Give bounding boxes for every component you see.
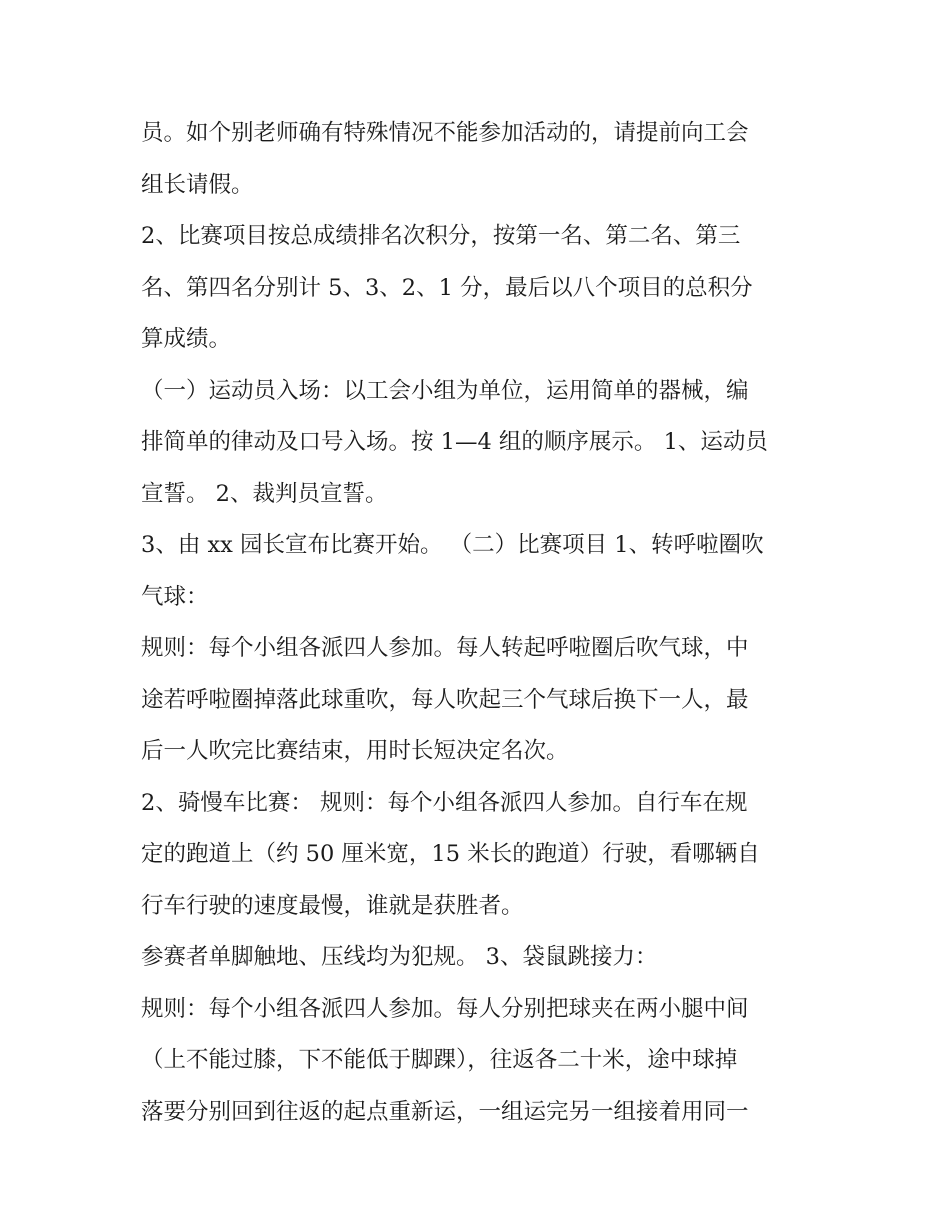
text-line: 后一人吹完比赛结束，用时长短决定名次。: [141, 738, 569, 764]
text-line: 规则：每个小组各派四人参加。每人分别把球夹在两小腿中间: [141, 995, 749, 1022]
text-line: 途若呼啦圈掉落此球重吹，每人吹起三个气球后换下一人，最: [141, 686, 749, 713]
text-line: 气球：: [141, 583, 209, 610]
text-line: 2、骑慢车比赛： 规则：每个小组各派四人参加。自行车在规: [141, 789, 748, 816]
text-line: 宣誓。 2、裁判员宣誓。: [141, 480, 388, 507]
text-line: （一）运动员入场：以工会小组为单位，运用简单的器械，编: [141, 377, 749, 404]
text-line: 组长请假。: [141, 171, 254, 198]
text-line: （上不能过膝，下不能低于脚踝），往返各二十米，途中球掉: [141, 1047, 738, 1073]
text-line: 行车行驶的速度最慢，谁就是获胜者。: [141, 892, 524, 919]
text-line: 落要分别回到往返的起点重新运，一组运完另一组接着用同一: [141, 1098, 749, 1125]
text-line: 名、第四名分别计 5、3、2、1 分，最后以八个项目的总积分: [141, 274, 753, 301]
text-line: 3、由 xx 园长宣布比赛开始。 （二）比赛项目 1、转呼啦圈吹: [141, 532, 764, 558]
text-line: 算成绩。: [141, 326, 232, 352]
body-text: [141, 108, 821, 1138]
text-line: 排简单的律动及口号入场。按 1—4 组的顺序展示。 1、运动员: [141, 429, 768, 455]
text-line: 规则：每个小组各派四人参加。每人转起呼啦圈后吹气球，中: [141, 635, 749, 661]
text-line: 员。如个别老师确有特殊情况不能参加活动的，请提前向工会: [141, 120, 749, 146]
text-line: 参赛者单脚触地、压线均为犯规。 3、袋鼠跳接力：: [141, 944, 658, 970]
text-line: 2、比赛项目按总成绩排名次积分，按第一名、第二名、第三: [141, 223, 741, 249]
text-line: 定的跑道上（约 50 厘米宽，15 米长的跑道）行驶，看哪辆自: [141, 841, 760, 867]
